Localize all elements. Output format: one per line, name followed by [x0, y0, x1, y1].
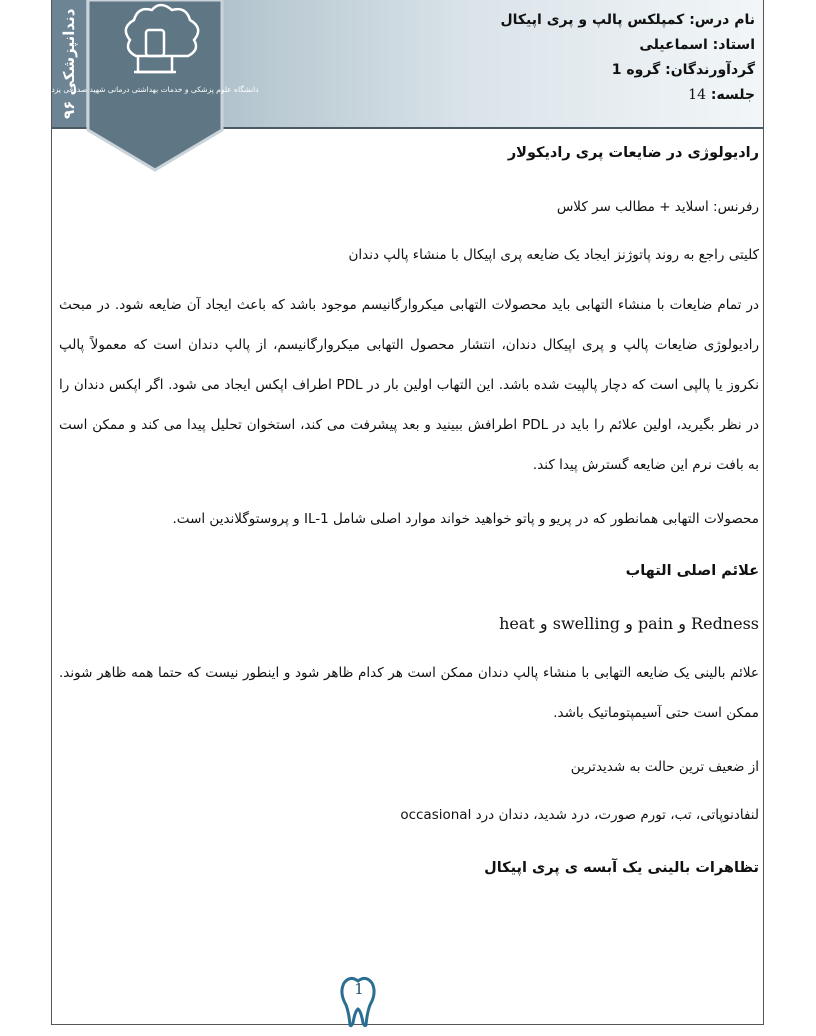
compilers-label: گردآورندگان:: [665, 62, 755, 78]
compilers-value: گروه 1: [611, 62, 661, 78]
paragraph-products: محصولات التهابی همانطور که در پریو و پاتو خواهید خواند موارد اصلی شامل IL-1 و پروستوگلاندین است.: [172, 511, 759, 527]
university-text: دانشگاه علوم پزشکی و خدمات بهداشتی درمانی شهید صدوقی یزد: [51, 85, 259, 94]
page-header: [52, 0, 763, 129]
reference-line: رفرنس: اسلاید + مطالب سر کلاس: [556, 199, 759, 215]
abscess-title: تظاهرات بالینی یک آبسه ی پری اپیکال: [484, 860, 759, 876]
compilers-line: [455, 58, 755, 83]
session-line: [455, 83, 755, 108]
section-title: رادیولوژی در ضایعات پری رادیکولار: [507, 145, 759, 161]
header-side-label: دندانپزشکی ۹۶: [52, 0, 86, 127]
document-page: [51, 0, 764, 1025]
course-name-line: [455, 8, 755, 33]
teacher-value: اسماعیلی: [639, 37, 708, 53]
course-label: نام درس:: [689, 12, 755, 28]
page-number: 1: [354, 980, 364, 998]
paragraph-inflammation: در تمام ضایعات با منشاء التهابی باید محصولات التهابی میکروارگانیسم موجود باشد که باعث ایجاد آن ضایعه شود. در مبحث رادیولوژی ضایعات پالپ و پری اپیکال دندان، انتشار محصول التهابی میکروارگانیسم، از پالپ دندان است که معمولاً پالپ نکروز یا پالپی است که دچار پالپیت شده باشد. این التهاب اولین بار در PDL اطراف اپکس ایجاد می شود. اگر اپکس دندان را در نظر بگیرید، اولین علائم را باید در PDL اطرافش ببینید و بعد پیشرفت می کند، استخوان تحلیل پیدا می کند و ممکن است به بافت نرم این ضایعه گسترش پیدا کند.: [59, 297, 759, 473]
paragraph-clinical-signs: علائم بالینی یک ضایعه التهابی با منشاء پالپ دندان ممکن است هر کدام ظاهر شود و اینطور نیست که حتما همه ظاهر شوند. ممکن است حتی آسیمپتوماتیک باشد.: [59, 665, 759, 721]
signs-line: Redness و pain و swelling و heat: [499, 614, 759, 633]
symptoms-line: لنفادنوپاتی، تب، تورم صورت، درد شدید، دندان درد occasional: [400, 807, 759, 823]
weak-to-severe-line: از ضعیف ترین حالت به شدیدترین: [570, 759, 759, 775]
teacher-label: استاد:: [712, 37, 755, 53]
session-label: جلسه:: [710, 87, 755, 103]
course-info: [455, 8, 755, 108]
teacher-line: [455, 33, 755, 58]
session-value: 14: [688, 87, 706, 103]
course-value: کمپلکس پالپ و پری اپیکال: [500, 12, 685, 28]
pathogenesis-line: کلیتی راجع به روند پاتوژنز ایجاد یک ضایعه پری اپیکال با منشاء پالپ دندان: [348, 247, 759, 263]
signs-title: علائم اصلی التهاب: [625, 563, 759, 579]
